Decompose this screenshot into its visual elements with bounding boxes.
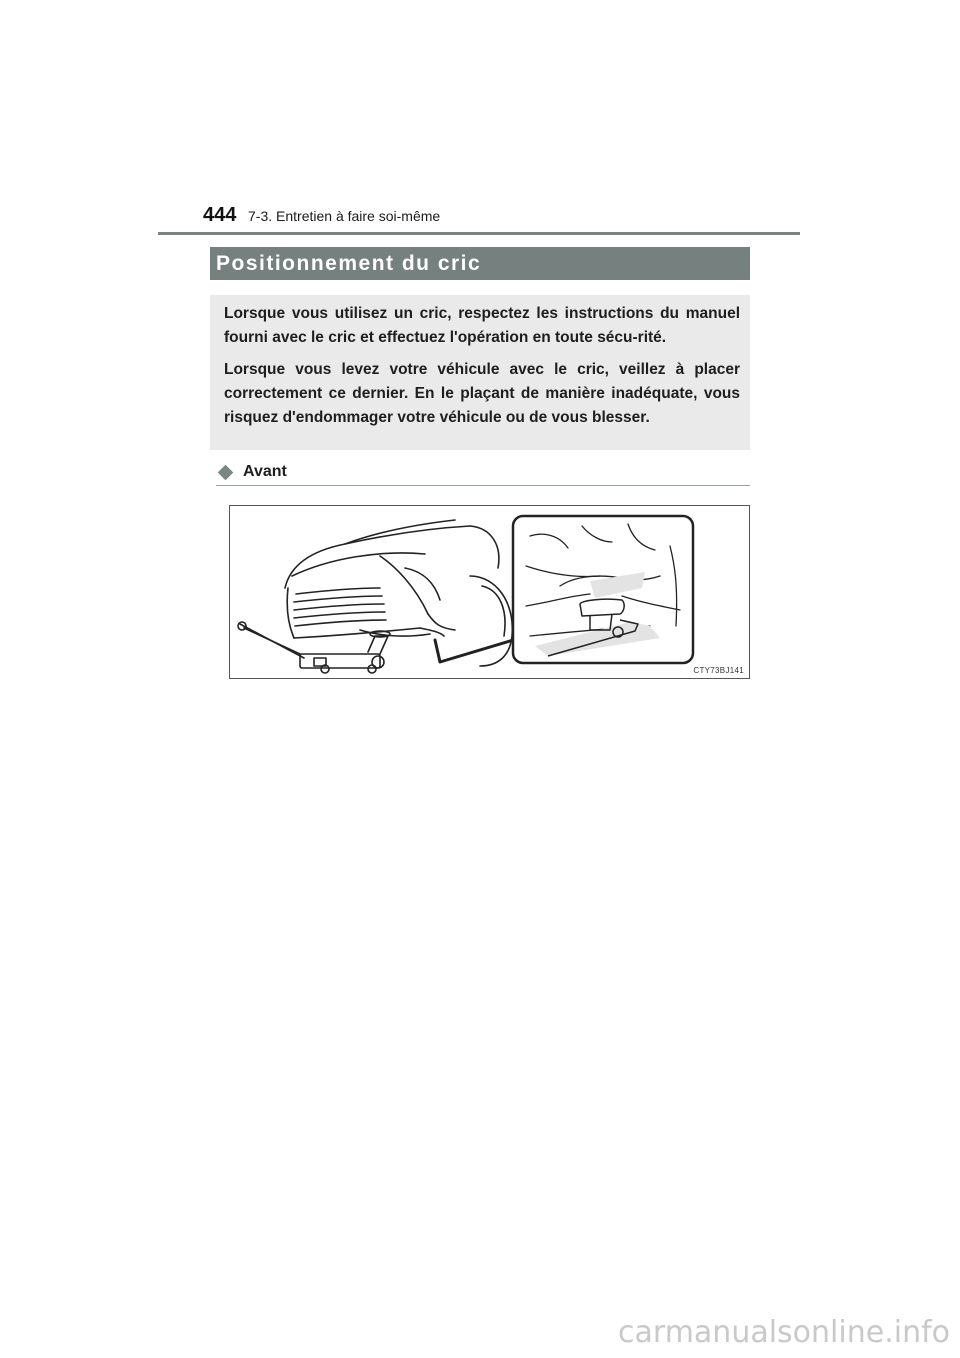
- intro-paragraph-2: Lorsque vous levez votre véhicule avec le cric, veillez à placer correctement ce dernier. En le plaçant de manière inadéquate, vous risquez d'endommager votre véhicule ou de vous blesser.: [224, 361, 740, 426]
- page-number: 444: [203, 204, 237, 226]
- section-title-bar: [210, 247, 750, 280]
- diamond-bullet-icon: [218, 464, 234, 480]
- car-front-jack-drawing: [230, 506, 750, 679]
- section-breadcrumb: 7-3. Entretien à faire soi-même: [248, 208, 441, 224]
- subsection-heading: [218, 463, 287, 481]
- intro-paragraph-1: Lorsque vous utilisez un cric, respectez les instructions du manuel fourni avec le cric et effectuez l'opération en toute sécu-rité.: [224, 305, 740, 346]
- watermark-text: carmanualsonline.info: [618, 1315, 950, 1350]
- header-divider: [158, 232, 800, 235]
- subsection-label: Avant: [243, 463, 287, 480]
- section-title: Positionnement du cric: [216, 251, 482, 275]
- figure-code: CTY73BJ141: [693, 666, 744, 675]
- subsection-divider: [216, 485, 750, 486]
- jack-position-illustration: [229, 505, 750, 679]
- intro-box: [210, 295, 750, 450]
